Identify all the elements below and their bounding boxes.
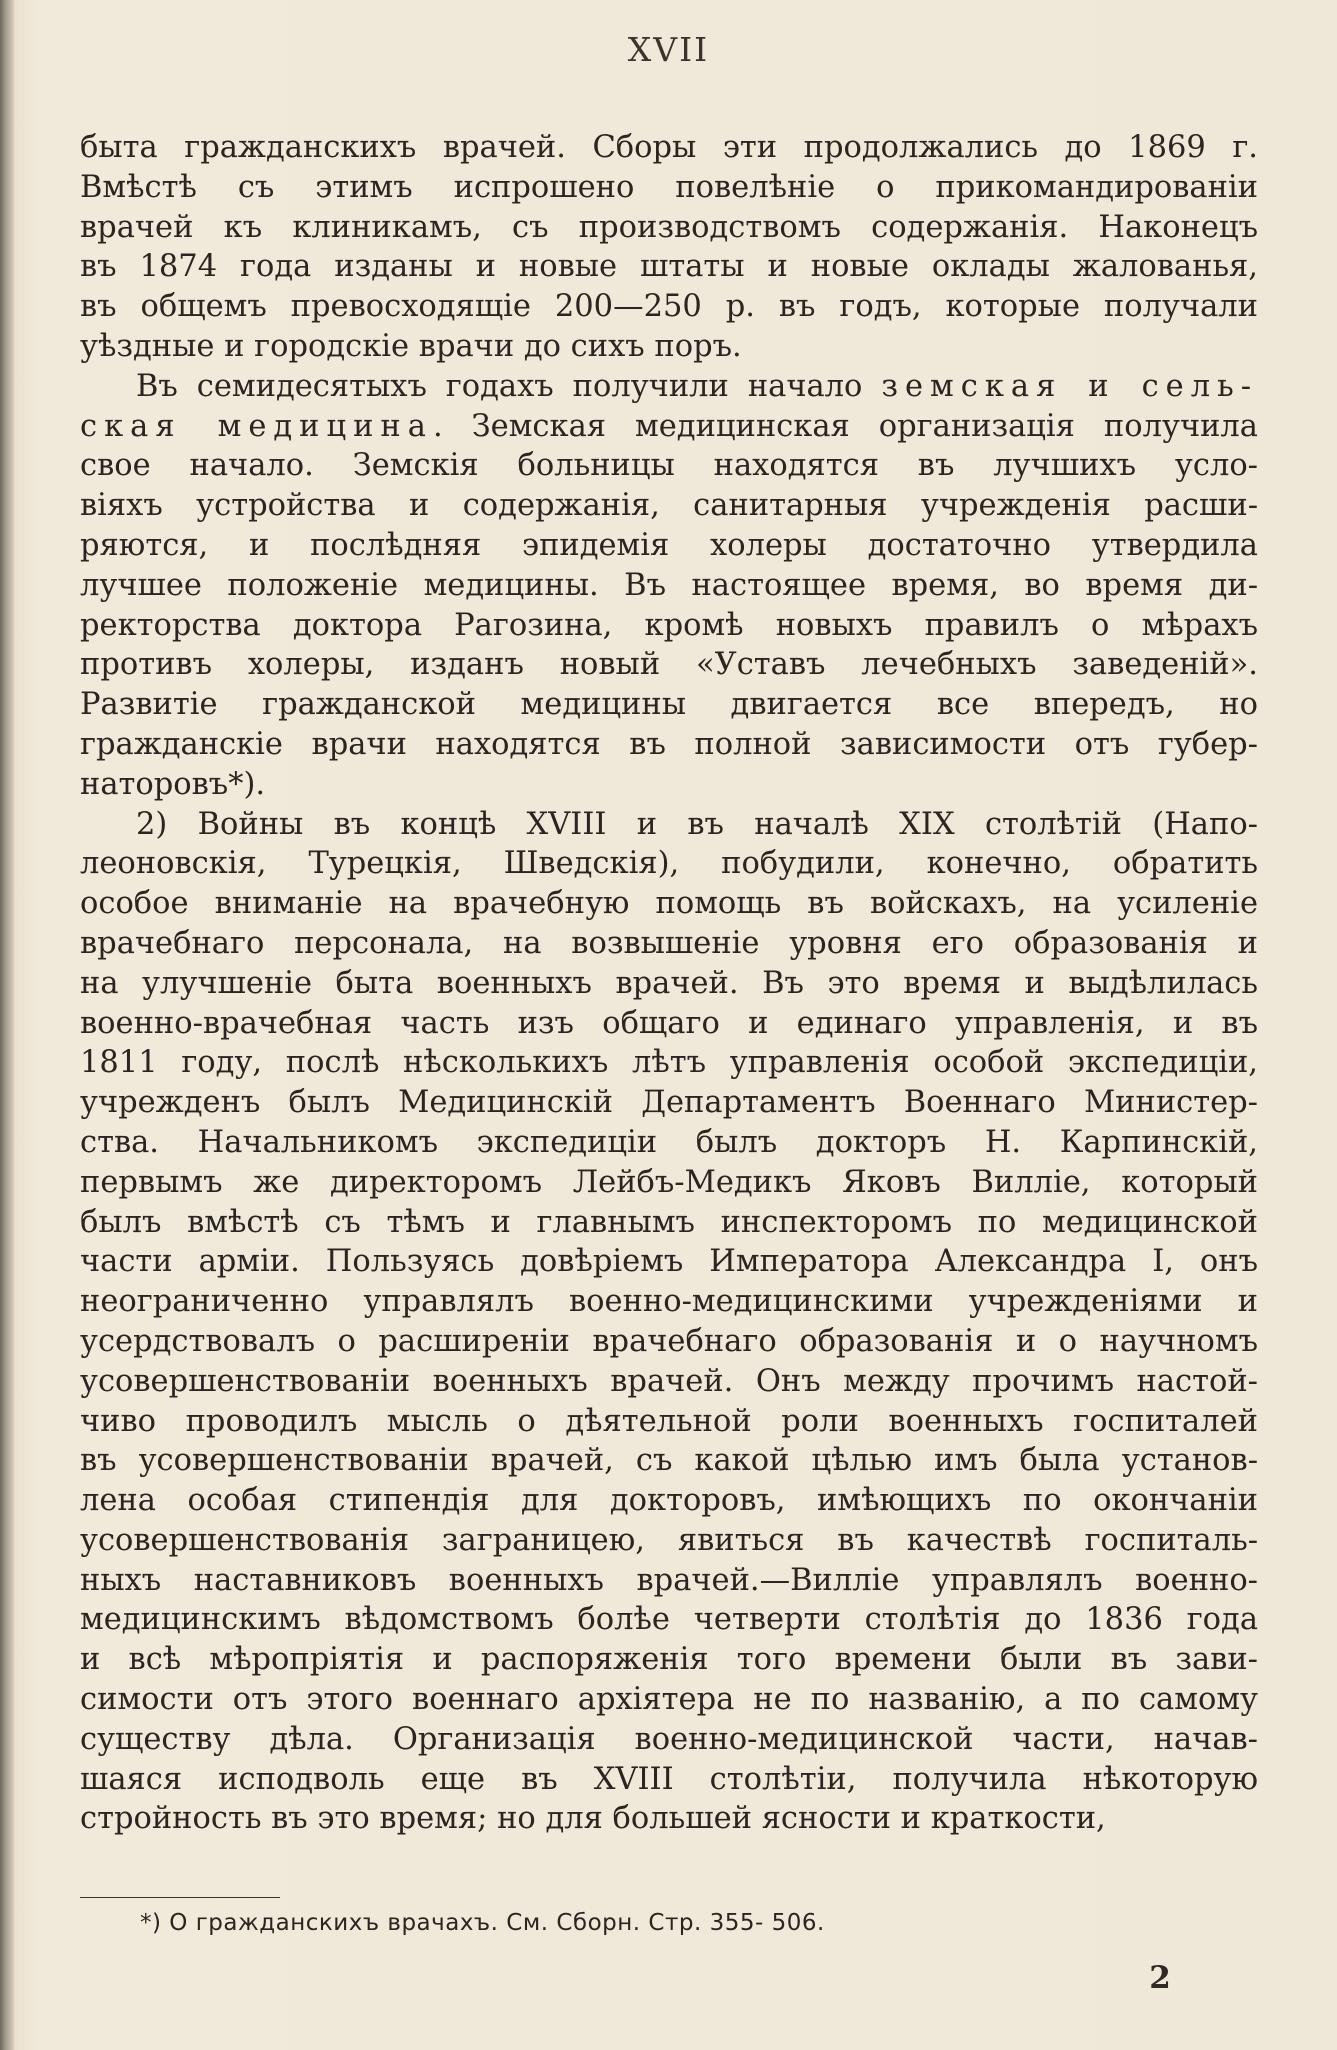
text-line: неограниченно управлялъ военно-медицинскими учрежденiями и (80, 1284, 1258, 1320)
text-line: первымъ же директоромъ Лейбъ-Медикъ Яковъ Виллiе, который (80, 1164, 1258, 1200)
text-line: ныхъ наставниковъ военныхъ врачей.—Виллiе управлялъ военно- (80, 1562, 1258, 1598)
text-line: усовершенствованiи военныхъ врачей. Онъ между прочимъ настой- (80, 1363, 1258, 1399)
text-line: ряются, и послѣдняя эпидемiя холеры достаточно утвердила (80, 527, 1258, 563)
text-line: врачебнаго персонала, на возвышенiе уровня его образованiя и (80, 925, 1258, 961)
text-line: шаяся исподволь еще въ XVIII столѣтiи, получила нѣкоторую (80, 1761, 1258, 1797)
text-line: усердствовалъ о расширенiи врачебнаго образованiя и о научномъ (80, 1323, 1258, 1359)
text-line: гражданскiе врачи находятся въ полной зависимости отъ губер- (80, 726, 1258, 762)
body-text (80, 128, 1258, 1839)
text-line: ства. Начальникомъ экспедицiи былъ докторъ Н. Карпинскiй, (80, 1124, 1258, 1160)
text-line: въ общемъ превосходящiе 200—250 р. въ годъ, которые получали (80, 289, 1258, 325)
text-line: учрежденъ былъ Медицинскiй Департаментъ Военнаго Министер- (80, 1085, 1258, 1121)
footnote-rule (80, 1897, 280, 1898)
text-line: лена особая стипендiя для докторовъ, имѣющихъ по окончанiи (80, 1483, 1258, 1519)
text-line: въ 1874 года изданы и новые штаты и новые оклады жалованья, (80, 249, 1258, 285)
text-line: усовершенствованiя заграницею, явиться въ качествѣ госпиталь- (80, 1522, 1258, 1558)
text-line: былъ вмѣстѣ съ тѣмъ и главнымъ инспекторомъ по медицинской (80, 1204, 1258, 1240)
spaced-emphasis: земская и сель- (881, 368, 1258, 404)
text-line: части армiи. Пользуясь довѣрiемъ Императора Александра I, онъ (80, 1244, 1258, 1280)
text-line: медицинскимъ вѣдомствомъ болѣе четверти столѣтiя до 1836 года (80, 1602, 1258, 1638)
text-line: Въ семидесятыхъ годахъ получили начало земская и сель- (136, 368, 1258, 404)
text-line: уѣздные и городскiе врачи до сихъ поръ. (80, 328, 742, 364)
text-line: врачей къ клиникамъ, съ производствомъ содержанiя. Наконецъ (80, 209, 1258, 245)
text-line: ректорства доктора Рагозина, кромѣ новыхъ правилъ о мѣрахъ (80, 607, 1258, 643)
text-line: Вмѣстѣ съ этимъ испрошено повелѣнiе о прикомандированiи (80, 169, 1258, 205)
text-line: свое начало. Земскiя больницы находятся въ лучшихъ усло- (80, 448, 1258, 484)
text-line: военно-врачебная часть изъ общаго и единаго управленiя, и въ (80, 1005, 1258, 1041)
text-line: въ усовершенствованiи врачей, съ какой цѣлью имъ была установ- (80, 1443, 1258, 1479)
book-spine-shadow (0, 0, 14, 2050)
running-head: XVII (627, 30, 710, 69)
text-line: и всѣ мѣропрiятiя и распоряженiя того времени были въ зави- (80, 1642, 1258, 1678)
text-line: Развитiе гражданской медицины двигается все впередъ, но (80, 687, 1258, 723)
text-line: ская медицина. Земская медицинская организацiя получила (80, 408, 1258, 444)
text-line: 2) Войны въ концѣ XVIII и въ началѣ XIX столѣтiй (Напо- (136, 806, 1258, 842)
text-line: чиво проводилъ мысль о дѣятельной роли военныхъ госпиталей (80, 1403, 1258, 1439)
page-number: 2 (1149, 1960, 1171, 1996)
text-line: существу дѣла. Организацiя военно-медицинской части, начав- (80, 1721, 1258, 1757)
text-line: противъ холеры, изданъ новый «Уставъ лечебныхъ заведенiй». (80, 647, 1258, 683)
text-line: 1811 году, послѣ нѣсколькихъ лѣтъ управленiя особой экспедицiи, (80, 1045, 1258, 1081)
text-line: лучшее положенiе медицины. Въ настоящее время, во время ди- (80, 567, 1258, 603)
text-line: леоновскiя, Турецкiя, Шведскiя), побудили, конечно, обратить (80, 846, 1258, 882)
text-line: наторовъ*). (80, 766, 266, 802)
text-line: быта гражданскихъ врачей. Сборы эти продолжались до 1869 г. (80, 130, 1258, 165)
text-line: на улучшенiе быта военныхъ врачей. Въ это время и выдѣлилась (80, 965, 1258, 1001)
spaced-emphasis: ская медицина (80, 408, 433, 444)
text-line: вiяхъ устройства и содержанiя, санитарныя учрежденiя расши- (80, 488, 1258, 524)
text-line: симости отъ этого военнаго архiятера не по названiю, а по самому (80, 1682, 1258, 1718)
text-line: стройность въ это время; но для большей ясности и краткости, (80, 1801, 1106, 1837)
text-line: особое вниманiе на врачебную помощь въ войскахъ, на усиленiе (80, 886, 1258, 922)
footnote: *) О гражданскихъ врачахъ. См. Сборн. Стр. 355- 506. (140, 1910, 825, 1936)
